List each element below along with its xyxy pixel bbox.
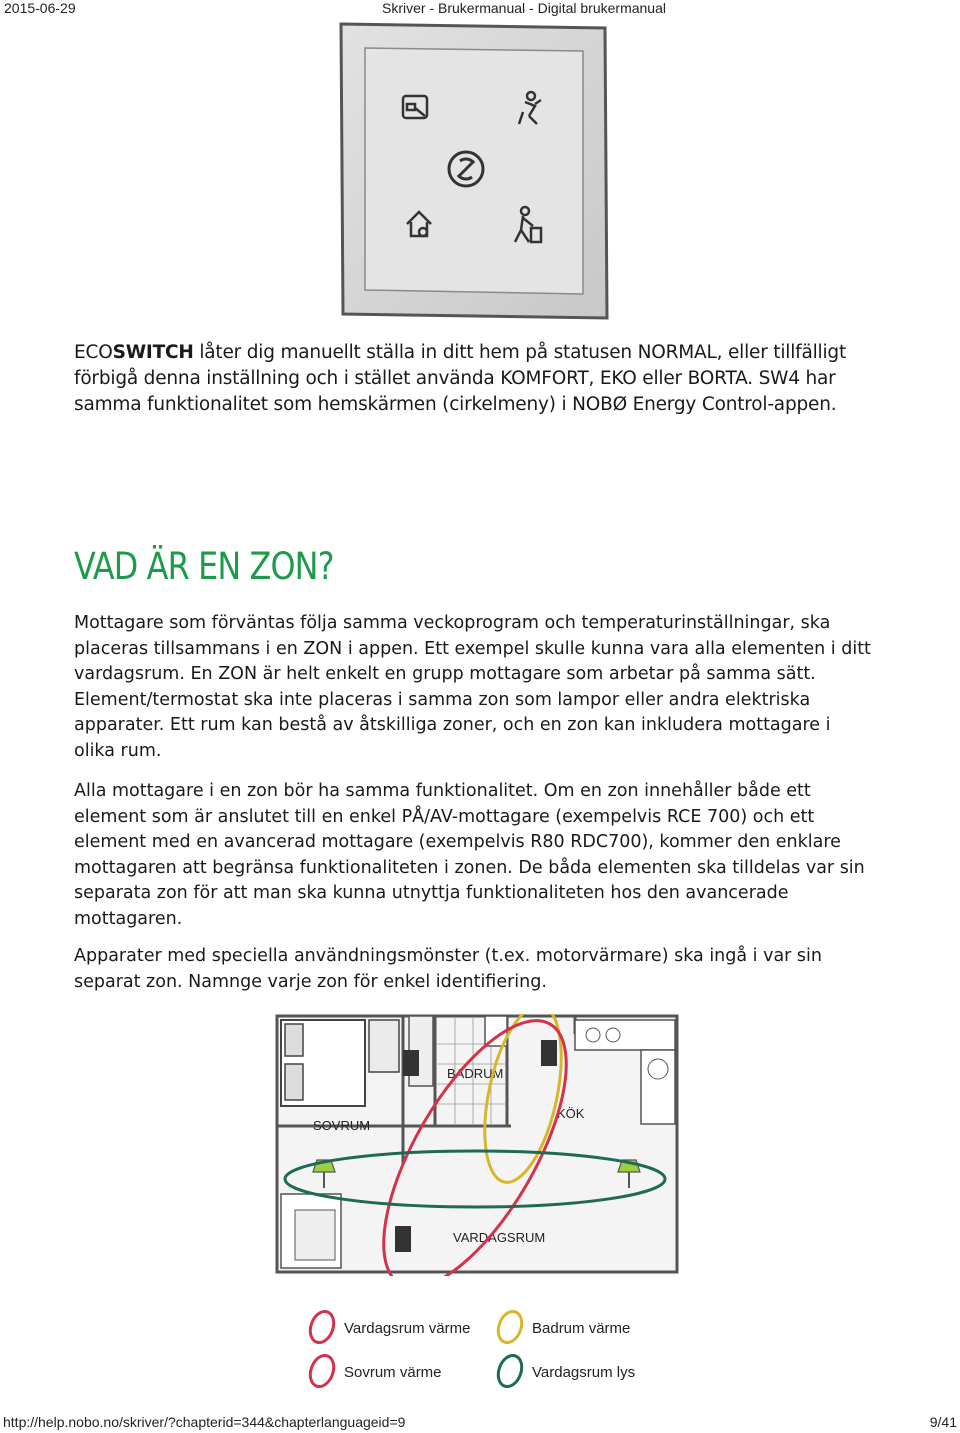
legend-item-bedroom-heat [308, 1352, 442, 1390]
header-title: Skriver - Brukermanual - Digital brukermanual [382, 0, 666, 16]
legend-item-living-heat [308, 1308, 470, 1346]
room-label-bedroom [313, 1118, 370, 1133]
svg-text:KÖK: KÖK [557, 1106, 585, 1121]
zone-paragraph-2: Alla mottagare i en zon bör ha samma funktionalitet. Om en zon innehåller både ett element som är anslutet till en enkel PÅ/AV-mottagare (exempelvis RCE 700) och ett element med en avancerad mottagare (exempelvis R80 RDC700), kommer den enklare mottagaren att begränsa funktionaliteten i zonen. De båda elementen ska tilldelas var sin separata zon för att man ska kunna utnyttja funktionaliteten hos den avancerade mottagaren. [74, 781, 865, 929]
room-label-living [453, 1230, 545, 1245]
intro-text: låter dig manuellt ställa in ditt hem på statusen NORMAL, eller tillfälligt förbigå denna inställning och i stället använda KOMFORT, EKO eller BORTA. SW4 har samma funktionalitet som hemskärmen (cirkelmeny) i NOBØ Energy Control-appen. [74, 342, 847, 415]
floorplan-diagram [275, 1014, 685, 1276]
svg-text:SOVRUM: SOVRUM [313, 1118, 371, 1133]
zone-paragraph-3: Apparater med speciella användningsmönster (t.ex. motorvärmare) ska ingå i var sin separat zon. Namnge varje zon för enkel identifiering. [74, 946, 822, 992]
page-header [0, 0, 960, 20]
page-footer [0, 1411, 960, 1433]
intro-paragraph [74, 340, 904, 418]
svg-text:VARDAGSRUM: VARDAGSRUM [453, 1230, 546, 1245]
footer-url[interactable]: http://help.nobo.no/skriver/?chapterid=344&chapterlanguageid=9 [3, 1414, 406, 1430]
zone-paragraph-1: Mottagare som förväntas följa samma veckoprogram och temperaturinställningar, ska placeras tillsammans i en ZON i appen. Ett exempel skulle kunna vara alla elementen i ditt vardagsrum. En ZON är helt enkelt en grupp mottagare som arbetar på samma sätt. Element/termostat ska inte placeras i samma zon som lampor eller andra elektriska apparater. Ett rum kan bestå av åtskilliga zoner, och en zon kan inkludera mottagare i olika rum. [74, 613, 871, 761]
svg-text:Badrum värme: Badrum värme [532, 1320, 631, 1337]
header-date: 2015-06-29 [4, 0, 76, 16]
intro-brand: SWITCH [112, 342, 194, 363]
zone-legend [308, 1305, 668, 1401]
intro-prefix: ECO [74, 342, 113, 363]
footer-page-number: 9/41 [929, 1414, 957, 1430]
svg-text:Sovrum värme: Sovrum värme [344, 1364, 442, 1381]
legend-item-living-light [494, 1352, 635, 1390]
room-label-kitchen [557, 1106, 585, 1121]
svg-text:Vardagsrum värme: Vardagsrum värme [344, 1320, 471, 1337]
svg-text:BADRUM: BADRUM [447, 1066, 504, 1081]
legend-item-bathroom-heat [494, 1308, 630, 1346]
section-heading: VAD ÄR EN ZON? [74, 545, 334, 588]
svg-text:Vardagsrum lys: Vardagsrum lys [532, 1364, 636, 1381]
ecoswitch-illustration [335, 18, 613, 323]
